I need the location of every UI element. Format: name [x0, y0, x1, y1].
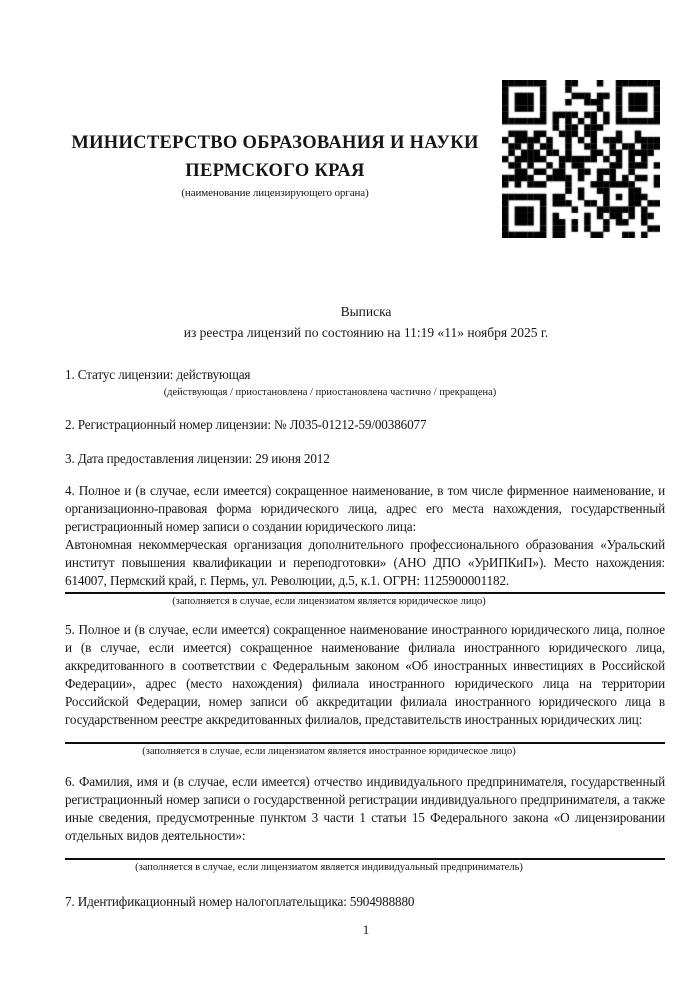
ministry-name-line2: ПЕРМСКОГО КРАЯ	[185, 161, 365, 181]
license-status-text: 1. Статус лицензии: действующая	[65, 367, 251, 382]
fill-line	[65, 858, 665, 860]
legal-entity-caption: (заполняется в случае, если лицензиатом является юридическое лицо)	[172, 596, 486, 607]
qr-code-icon	[502, 80, 660, 238]
individual-entrepreneur-caption: (заполняется в случае, если лицензиатом является индивидуальный предприниматель)	[135, 862, 523, 873]
license-status-caption: (действующая / приостановлена / приостановлена частично / прекращена)	[163, 387, 497, 398]
item-registration-number	[65, 417, 667, 433]
registration-number-text: 2. Регистрационный номер лицензии: № Л035-01212-59/00386077	[65, 417, 427, 432]
fill-line	[65, 592, 665, 594]
issuing-authority-caption: (наименование лицензирующего органа)	[181, 187, 369, 199]
issuing-authority-header	[65, 129, 485, 199]
item-legal-entity-name	[65, 482, 665, 607]
license-grant-date-text: 3. Дата предоставления лицензии: 29 июня 2012	[65, 451, 330, 466]
ministry-name	[65, 129, 485, 185]
legal-entity-value-text: Автономная некоммерческая организация дополнительного профессионального образования «Уральский институт повышения квалификации и переподготовки» (АНО ДПО «УрИПКиП»). Место нахождения: 614007, Пермский край, г. Пермь, ул. Революции, д.5, к.1. ОГРН: 1125900001182.	[65, 537, 665, 588]
item-license-grant-date	[65, 451, 667, 467]
item-license-status	[65, 367, 667, 398]
page-number: 1	[362, 922, 370, 937]
item-taxpayer-number	[65, 894, 667, 910]
foreign-entity-question-text: 5. Полное и (в случае, если имеется) сокращенное наименование иностранного юридического лица, полное и (в случае, если имеется) сокращенное наименование филиала иностранного юридического лица, аккредитованного в соответствии с Федеральным законом «Об иностранных инвестициях в Российской Федерации», адрес (место нахождения) филиала иностранного юридического лица на территории Российской Федерации, номер записи об аккредитации филиала иностранного юридического лица в государственном реестре аккредитованных филиалов, представительств иностранных юридических лиц:	[65, 622, 665, 727]
item-individual-entrepreneur	[65, 773, 665, 873]
document-title-line2: из реестра лицензий по состоянию на 11:19 «11» ноября 2025 г.	[183, 325, 549, 340]
document-title	[65, 301, 667, 343]
document-title-line1: Выписка	[340, 304, 392, 319]
legal-entity-question-text: 4. Полное и (в случае, если имеется) сокращенное наименование, в том числе фирменное наименование, и организационно-правовая форма юридического лица, адрес его места нахождения, государственный регистрационный номер записи о создании юридического лица:	[65, 483, 665, 534]
fill-line	[65, 742, 665, 744]
item-foreign-entity	[65, 621, 665, 757]
foreign-entity-caption: (заполняется в случае, если лицензиатом является иностранное юридическое лицо)	[142, 746, 516, 757]
ministry-name-line1: МИНИСТЕРСТВО ОБРАЗОВАНИЯ И НАУКИ	[71, 133, 479, 153]
individual-entrepreneur-question-text: 6. Фамилия, имя и (в случае, если имеется) отчество индивидуального предпринимателя, государственный регистрационный номер записи о государственной регистрации индивидуального предпринимателя, а также иные сведения, предусмотренные пунктом 3 части 1 статьи 15 Федерального закона «О лицензировании отдельных видов деятельности»:	[65, 774, 665, 843]
taxpayer-number-text: 7. Идентификационный номер налогоплательщика: 5904988880	[65, 894, 415, 909]
